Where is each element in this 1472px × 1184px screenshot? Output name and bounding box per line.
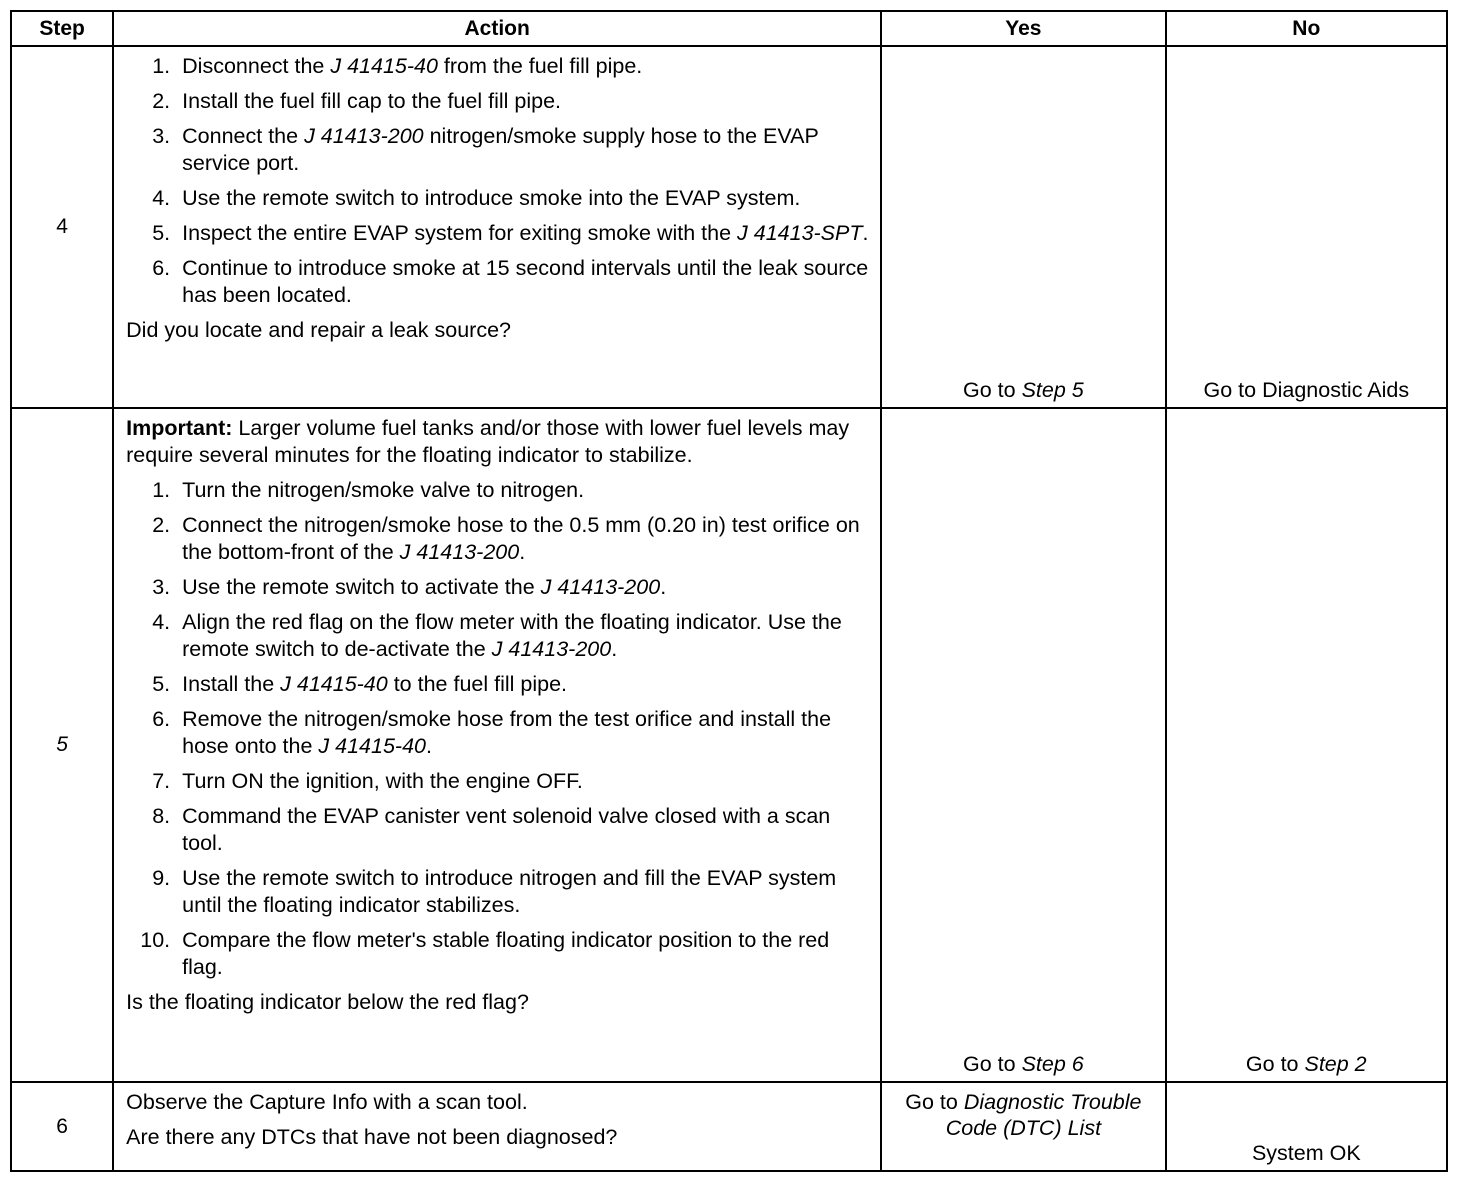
item-text — [182, 53, 872, 80]
instruction-item — [126, 185, 872, 212]
item-text-part: from the fuel fill pipe. — [437, 54, 643, 78]
item-text — [182, 609, 872, 663]
instruction-item — [126, 865, 872, 919]
item-text-part: Compare the flow meter's stable floating indicator position to the red flag. — [182, 928, 830, 979]
item-text — [182, 927, 872, 981]
instruction-list — [126, 477, 872, 981]
table-row-step-4 — [11, 46, 1447, 408]
item-text-part: Use the remote switch to introduce smoke into the EVAP system. — [182, 186, 801, 210]
item-text-part: . — [862, 221, 869, 245]
instruction-item — [126, 53, 872, 80]
yes-prefix: Go to — [905, 1090, 964, 1114]
instruction-item — [126, 609, 872, 663]
item-text — [182, 477, 872, 504]
item-text-part: Command the EVAP canister vent solenoid valve closed with a scan tool. — [182, 804, 831, 855]
yes-cell — [881, 46, 1165, 408]
item-text-part: Disconnect the — [182, 54, 331, 78]
item-number: 7. — [152, 769, 171, 793]
question: Are there any DTCs that have not been diagnosed? — [126, 1125, 618, 1149]
item-text — [182, 803, 872, 857]
instruction-item — [126, 255, 872, 309]
item-text-part: . — [611, 637, 618, 661]
important-text: Larger volume fuel tanks and/or those with lower fuel levels may require several minutes for the floating indicator to stabilize. — [126, 416, 850, 467]
item-number: 4. — [152, 186, 171, 210]
step-number: 5 — [11, 408, 113, 1082]
item-number: 2. — [152, 89, 171, 113]
header-no: No — [1166, 11, 1447, 46]
item-text-part: Install the — [182, 672, 281, 696]
instruction-text: Observe the Capture Info with a scan tool. — [126, 1090, 528, 1114]
item-text — [182, 865, 872, 919]
item-number: 5. — [152, 221, 171, 245]
instruction-item — [126, 768, 872, 795]
yes-step-link[interactable]: Step 5 — [1021, 378, 1084, 402]
item-number: 4. — [152, 610, 171, 634]
item-text-part: Connect the — [182, 124, 305, 148]
no-link-diagnostic-aids[interactable]: Go to Diagnostic Aids — [1203, 378, 1410, 402]
item-number: 6. — [152, 256, 171, 280]
important-label: Important: — [126, 416, 233, 440]
tool-number: J 41415-40 — [318, 734, 427, 758]
item-text — [182, 706, 872, 760]
header-step: Step — [11, 11, 113, 46]
no-prefix: Go to — [1245, 1052, 1305, 1076]
item-number: 3. — [152, 124, 171, 148]
item-text-part: nitrogen/smoke supply hose to the EVAP service port. — [182, 124, 819, 175]
instruction-item — [126, 803, 872, 857]
tool-number: J 41415-40 — [280, 672, 388, 696]
no-cell — [1166, 408, 1447, 1082]
item-text — [182, 768, 872, 795]
item-text-part: . — [426, 734, 432, 758]
item-text-part: . — [660, 575, 667, 599]
item-text-part: Turn ON the ignition, with the engine OFF. — [182, 769, 583, 793]
item-text-part: Turn the nitrogen/smoke valve to nitrogen. — [182, 478, 585, 502]
item-text-part: Inspect the entire EVAP system for exiting smoke with the — [182, 221, 738, 245]
item-text-part: Connect the nitrogen/smoke hose to the 0.5 mm (0.20 in) test orifice on the bottom-front of the — [182, 513, 860, 564]
item-text — [182, 185, 872, 212]
item-number: 10. — [140, 928, 171, 952]
step-number: 4 — [11, 46, 113, 408]
item-text — [182, 220, 872, 247]
item-text — [182, 123, 872, 177]
item-text-part: Install the fuel fill cap to the fuel fill pipe. — [182, 89, 561, 113]
yes-cell — [881, 1082, 1165, 1171]
no-cell — [1166, 1082, 1447, 1171]
item-number: 3. — [152, 575, 171, 599]
instruction-item — [126, 706, 872, 760]
item-number: 1. — [152, 478, 171, 502]
header-action: Action — [113, 11, 881, 46]
item-number: 1. — [152, 54, 171, 78]
item-text-part: . — [519, 540, 526, 564]
item-text-part: Use the remote switch to activate the — [182, 575, 541, 599]
instruction-item — [126, 88, 872, 115]
action-cell — [113, 46, 881, 408]
tool-number: J 41413-200 — [540, 575, 661, 599]
item-text — [182, 255, 872, 309]
instruction-item — [126, 512, 872, 566]
important-note — [126, 415, 872, 469]
no-cell — [1166, 46, 1447, 408]
item-number: 6. — [152, 707, 171, 731]
instruction-list — [126, 53, 872, 309]
yes-step-link[interactable]: Step 6 — [1021, 1052, 1084, 1076]
item-text-part: Use the remote switch to introduce nitrogen and fill the EVAP system until the floating indicator stabilizes. — [182, 866, 837, 917]
tool-number: J 41413-200 — [491, 637, 612, 661]
item-number: 9. — [152, 866, 171, 890]
tool-number: J 41413-SPT — [737, 221, 863, 245]
item-number: 5. — [152, 672, 171, 696]
instruction-item — [126, 671, 872, 698]
yes-prefix: Go to — [963, 1052, 1022, 1076]
diagnostic-table — [10, 10, 1448, 1172]
item-text — [182, 512, 872, 566]
item-text — [182, 88, 872, 115]
item-text — [182, 671, 872, 698]
item-text — [182, 574, 872, 601]
instruction-item — [126, 220, 872, 247]
table-row-step-6 — [11, 1082, 1447, 1171]
no-result: System OK — [1251, 1141, 1361, 1165]
instruction-item — [126, 574, 872, 601]
yes-dtc-list-link[interactable]: Diagnostic Trouble Code (DTC) List — [945, 1090, 1142, 1140]
tool-number: J 41413-200 — [399, 540, 520, 564]
no-step-link[interactable]: Step 2 — [1304, 1052, 1367, 1076]
question: Did you locate and repair a leak source? — [126, 318, 511, 342]
item-text-part: Remove the nitrogen/smoke hose from the test orifice and install the hose onto the — [182, 707, 832, 758]
action-cell — [113, 408, 881, 1082]
instruction-item — [126, 927, 872, 981]
table-row-step-5 — [11, 408, 1447, 1082]
tool-number: J 41415-40 — [330, 54, 438, 78]
yes-prefix: Go to — [963, 378, 1022, 402]
item-text-part: Align the red flag on the flow meter with the floating indicator. Use the remote switch to de-activate the — [182, 610, 842, 661]
header-row — [11, 11, 1447, 46]
action-cell — [113, 1082, 881, 1171]
item-number: 8. — [152, 804, 171, 828]
step-number: 6 — [11, 1082, 113, 1171]
instruction-item — [126, 477, 872, 504]
item-number: 2. — [152, 513, 171, 537]
yes-cell — [881, 408, 1165, 1082]
question: Is the floating indicator below the red flag? — [126, 990, 529, 1014]
tool-number: J 41413-200 — [304, 124, 424, 148]
item-text-part: Continue to introduce smoke at 15 second intervals until the leak source has been located. — [182, 256, 869, 307]
instruction-item — [126, 123, 872, 177]
item-text-part: to the fuel fill pipe. — [387, 672, 568, 696]
header-yes: Yes — [881, 11, 1165, 46]
